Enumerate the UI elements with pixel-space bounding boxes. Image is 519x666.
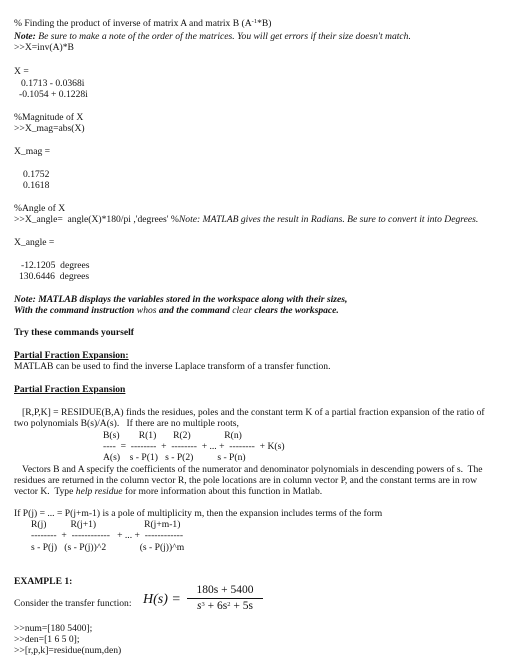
note-text-c: clears the workspace. [251, 305, 339, 316]
comment-end: *B) [257, 18, 272, 29]
try-commands-heading: Try these commands yourself [14, 327, 134, 338]
vectors-text-a: vector K. Type [14, 486, 76, 497]
residue-desc-2: two polynomials B(s)/A(s). If there are no multiple roots, [14, 418, 239, 429]
vectors-desc-3 [14, 486, 322, 497]
transfer-function-fraction [187, 584, 263, 613]
note-workspace-line-1: Note: MATLAB displays the variables stored in the workspace along with their sizes, [14, 294, 348, 305]
output-x-row-2: -0.1054 + 0.1228i [19, 89, 88, 100]
inverse-superscript: -1 [251, 18, 258, 25]
whos-word: whos [136, 305, 157, 316]
command-inverse: >>X=inv(A)*B [14, 42, 74, 53]
comment-magnitude: %Magnitude of X [14, 112, 84, 123]
residue-eq-denominators: A(s) s - P(1) s - P(2) s - P(n) [103, 452, 246, 463]
command-den: >>den=[1 6 5 0]; [14, 634, 80, 645]
command-abs: >>X_mag=abs(X) [14, 123, 85, 134]
vectors-desc-2: residues are returned in the column vector R, the pole locations are in column vector P, and the constant terms are in row [14, 475, 478, 486]
multiplicity-eq-numerators: R(j) R(j+1) R(j+m-1) [31, 519, 181, 530]
note-text-a: With the command instruction [14, 305, 137, 316]
consider-text: Consider the transfer function: [14, 598, 132, 609]
vectors-text-b: for more information about this function in Matlab. [122, 486, 323, 497]
multiplicity-eq-bars: -------- + ------------ + ... + ------------ [31, 530, 184, 541]
multiplicity-eq-denominators: s - P(j) (s - P(j))^2 (s - P(j))^m [31, 542, 185, 553]
clear-word: clear [232, 305, 252, 316]
note-label: Note: [14, 31, 36, 42]
command-angle [14, 214, 478, 225]
residue-eq-numerators: B(s) R(1) R(2) R(n) [103, 430, 242, 441]
output-xangle-row-2: 130.6446 degrees [19, 271, 90, 282]
note-workspace-line-2 [14, 305, 339, 316]
output-x-label: X = [14, 66, 29, 77]
note-text-b: and the command [156, 305, 233, 316]
transfer-function-denominator: $s^3 + 6s^2 + 5s$ [197, 600, 253, 612]
output-xangle-row-1: -12.1205 degrees [21, 260, 90, 271]
angle-command-text: >>X_angle= angle(X)*180/pi ,'degrees' % [14, 214, 179, 225]
angle-note: Note: MATLAB gives the result in Radians. Be sure to convert it into Degrees. [178, 214, 479, 225]
command-residue: >>[r,p,k]=residue(num,den) [14, 645, 122, 656]
pfe-intro: MATLAB can be used to find the inverse Laplace transform of a transfer function. [14, 361, 331, 372]
example-heading: EXAMPLE 1: [14, 576, 73, 587]
note-text: Be sure to make a note of the order of the matrices. You will get errors if their size doesn't match. [35, 31, 411, 42]
vectors-desc-1: Vectors B and A specify the coefficients of the numerator and denominator polynomials in descending powers of s. The [22, 464, 483, 475]
multiplicity-desc: If P(j) = ... = P(j+m-1) is a pole of multiplicity m, then the expansion includes terms of the form [14, 508, 383, 519]
command-num: >>num=[180 5400]; [14, 623, 93, 634]
output-xmag-label: X_mag = [14, 146, 51, 157]
note-order [14, 31, 411, 42]
residue-eq-bars: ---- = -------- + -------- + ... + -------- + K(s) [103, 441, 285, 452]
transfer-function-numerator: 180s + 5400 [196, 584, 254, 596]
residue-desc-1: [R,P,K] = RESIDUE(B,A) finds the residues, poles and the constant term K of a partial fraction expansion of the ratio of [22, 407, 485, 418]
comment-angle: %Angle of X [14, 203, 66, 214]
output-xmag-row-1: 0.1752 [23, 169, 50, 180]
pfe-heading: Partial Fraction Expansion: [14, 350, 129, 361]
comment-text: % Finding the product of inverse of matrix A and matrix B (A [14, 18, 252, 29]
transfer-function-lhs: H(s) = [143, 592, 181, 607]
help-residue-text: help residue [75, 486, 123, 497]
pfe-heading-2: Partial Fraction Expansion [14, 384, 126, 395]
output-xmag-row-2: 0.1618 [23, 180, 50, 191]
comment-line-product [14, 18, 271, 29]
fraction-bar [187, 598, 263, 599]
output-x-row-1: 0.1713 - 0.0368i [21, 78, 85, 89]
output-xangle-label: X_angle = [14, 237, 55, 248]
